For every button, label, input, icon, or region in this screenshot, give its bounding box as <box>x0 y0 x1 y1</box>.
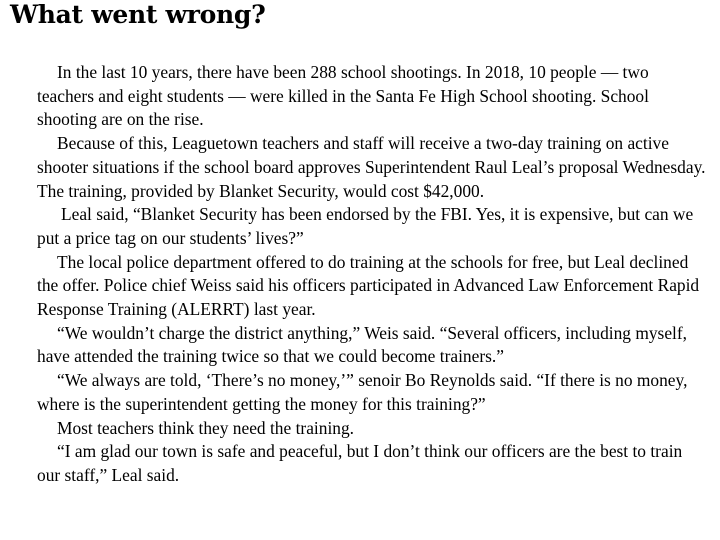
paragraph-statistics: In the last 10 years, there have been 288 school shootings. In 2018, 10 people — two teachers and eight students — were killed in the Santa Fe High School shooting. School shooting are on the rise. <box>37 62 649 130</box>
paragraph-police-offer: The local police department offered to do training at the schools for free, but Leal declined the offer. Police chief Weiss said his officers participated in Advanced Law Enforcement Rapid Response Training (ALERRT) last year. <box>37 251 700 320</box>
article-body <box>37 61 707 488</box>
slide-title: What went wrong? <box>10 0 266 29</box>
paragraph-weis-quote: “We wouldn’t charge the district anything,” Weis said. “Several officers, including myself, have attended the training twice so that we could become trainers.” <box>37 322 688 367</box>
paragraph-teachers: Most teachers think they need the training. <box>57 417 355 438</box>
paragraph-leal-closing: “I am glad our town is safe and peaceful, but I don’t think our officers are the best to train our staff,” Leal said. <box>37 441 683 485</box>
paragraph-training-proposal: Because of this, Leaguetown teachers and staff will receive a two-day training on active shooter situations if the school board approves Superintendent Raul Leal’s proposal Wednesday. The training, provided by Blanket Security, would cost $42,000. <box>37 133 706 201</box>
paragraph-leal-quote: Leal said, “Blanket Security has been endorsed by the FBI. Yes, it is expensive, but can we put a price tag on our students’ lives?” <box>37 204 694 248</box>
paragraph-reynolds-quote: “We always are told, ‘There’s no money,’” senoir Bo Reynolds said. “If there is no money, where is the superintendent getting the money for this training?” <box>37 370 688 414</box>
